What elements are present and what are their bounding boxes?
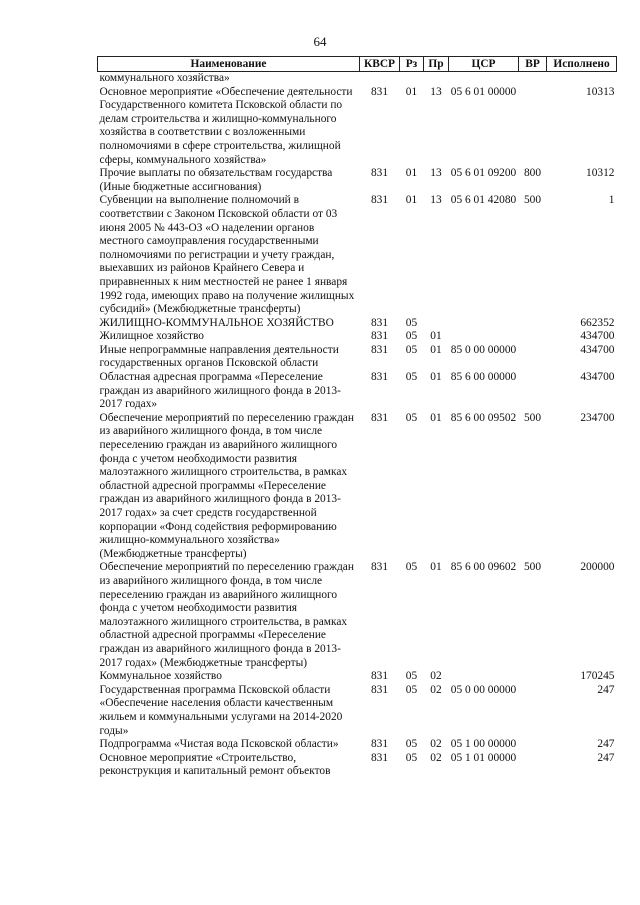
cell-pr: 13: [430, 194, 442, 207]
cell-vr: [519, 752, 547, 779]
cell-pr: 01: [430, 561, 442, 574]
table-row: [98, 344, 617, 371]
cell-csr: 85 6 00 09602: [450, 561, 517, 574]
cell-vr: [519, 317, 547, 331]
cell-csr: [449, 330, 519, 344]
table-row: [98, 738, 617, 752]
cell-rz: 01: [405, 85, 418, 98]
header-vr: ВР: [519, 57, 547, 72]
cell-csr: 85 6 00 09502: [450, 411, 517, 424]
cell-rz: 05: [405, 683, 418, 696]
cell-rz: 05: [405, 738, 418, 751]
cell-isp: [547, 72, 617, 86]
table-row: [98, 371, 617, 412]
cell-rz: 05: [405, 330, 418, 343]
cell-kvsr: 831: [370, 85, 389, 98]
cell-isp: 10313: [586, 85, 615, 98]
header-rz: Рз: [400, 57, 424, 72]
cell-csr: 05 1 00 00000: [450, 738, 517, 751]
cell-name: Обеспечение мероприятий по переселению граждан из аварийного жилищного фонда, в том числе переселению граждан из аварийного жилищного фонда с учетом необходимости развития малоэтажного жилищного строительства, в рамках областной адресной программы «Переселение граждан из аварийного жилищного фонда в 2013-2017 годах» (Межбюджетные трансферты): [99, 561, 354, 669]
table-row: [98, 412, 617, 562]
cell-isp: 234700: [580, 411, 615, 424]
cell-isp: 247: [597, 683, 615, 696]
cell-name: Прочие выплаты по обязательствам государства (Иные бюджетные ассигнования): [99, 167, 333, 193]
cell-csr: 85 0 00 00000: [450, 343, 517, 356]
cell-isp: 1: [608, 194, 615, 207]
cell-csr: 05 1 01 00000: [450, 751, 517, 764]
cell-pr: 01: [430, 411, 442, 424]
budget-table: [97, 56, 617, 779]
cell-kvsr: 831: [370, 683, 389, 696]
cell-kvsr: 831: [370, 330, 389, 343]
cell-rz: 05: [405, 316, 418, 329]
cell-rz: 05: [405, 751, 418, 764]
cell-vr: [519, 72, 547, 86]
cell-name: Областная адресная программа «Переселение граждан из аварийного жилищного фонда в 2013-2017 годах»: [99, 371, 341, 411]
cell-name: Обеспечение мероприятий по переселению граждан из аварийного жилищного фонда, в том числе переселению граждан из аварийного жилищного фонда с учетом необходимости развития малоэтажного жилищного строительства, в рамках областной адресной программы «Переселение граждан из аварийного жилищного фонда в 2013-2017 годах» за счет средств государственной корпорации «Фонд содействия реформированию жилищно-коммунального хозяйства» (Межбюджетные трансферты): [99, 411, 354, 560]
cell-kvsr: 831: [370, 371, 389, 384]
cell-pr: [424, 317, 449, 331]
table-header-row: [98, 57, 617, 72]
cell-name: Основное мероприятие «Обеспечение деятельности Государственного комитета Псковской области по делам строительства и жилищно-коммунального хозяйства в соответствии с возложенными полномочиями в сфере строительства, жилищной сферы, коммунального хозяйства»: [99, 85, 353, 166]
cell-name: Иные непрограммные направления деятельности государственных органов Псковской области: [99, 343, 339, 370]
cell-isp: 434700: [580, 343, 615, 356]
cell-name: ЖИЛИЩНО-КОММУНАЛЬНОЕ ХОЗЯЙСТВО: [99, 316, 334, 329]
cell-kvsr: 831: [370, 194, 389, 207]
cell-isp: 662352: [580, 316, 615, 329]
cell-vr: [519, 684, 547, 738]
cell-isp: 10312: [586, 167, 615, 180]
table-row: [98, 317, 617, 331]
cell-kvsr: 831: [370, 343, 389, 356]
cell-kvsr: 831: [370, 316, 389, 329]
header-pr: Пр: [424, 57, 449, 72]
cell-vr: [519, 371, 547, 412]
cell-vr: 800: [523, 167, 542, 180]
cell-isp: 247: [597, 751, 615, 764]
cell-name: Коммунальное хозяйство: [99, 670, 222, 683]
cell-vr: 500: [523, 561, 542, 574]
cell-vr: [519, 344, 547, 371]
cell-rz: 01: [405, 194, 418, 207]
cell-csr: [449, 317, 519, 331]
cell-rz: 01: [405, 167, 418, 180]
table-row: [98, 752, 617, 779]
table-body: [98, 72, 617, 779]
cell-vr: [519, 86, 547, 168]
cell-pr: 13: [430, 167, 442, 180]
cell-kvsr: 831: [370, 167, 389, 180]
cell-csr: [449, 670, 519, 684]
table-row: [98, 684, 617, 738]
cell-rz: [400, 72, 424, 86]
table-row: [98, 670, 617, 684]
header-isp: Исполнено: [547, 57, 617, 72]
cell-kvsr: 831: [370, 561, 389, 574]
header-csr: ЦСР: [449, 57, 519, 72]
cell-kvsr: 831: [370, 751, 389, 764]
cell-vr: [519, 738, 547, 752]
cell-kvsr: 831: [370, 411, 389, 424]
cell-pr: 02: [430, 738, 442, 751]
cell-csr: 05 6 01 00000: [450, 85, 517, 98]
table-row: [98, 330, 617, 344]
cell-pr: 01: [430, 343, 442, 356]
table-row: [98, 72, 617, 86]
cell-name: Субвенции на выполнение полномочий в соответствии с Законом Псковской области от 03 июня 2005 № 443-ОЗ «О наделении органов местного самоуправления государственными полномочиями по регистрации и учету граждан, выехавших из районов Крайнего Севера и приравненных к ним местностей не ранее 1 января 1992 года, имеющих право на получение жилищных субсидий» (Межбюджетные трансферты): [99, 194, 355, 316]
cell-kvsr: 831: [370, 670, 389, 683]
cell-pr: 02: [430, 670, 442, 683]
cell-vr: [519, 670, 547, 684]
cell-rz: 05: [405, 411, 418, 424]
cell-name: коммунального хозяйства»: [99, 72, 230, 84]
cell-isp: 434700: [580, 330, 615, 343]
cell-csr: 05 0 00 00000: [450, 683, 517, 696]
cell-csr: [449, 72, 519, 86]
header-kvsr: КВСР: [360, 57, 400, 72]
cell-name: Жилищное хозяйство: [99, 330, 205, 343]
header-name: Наименование: [98, 57, 360, 72]
cell-pr: 01: [430, 330, 442, 343]
cell-csr: 85 6 00 00000: [450, 371, 517, 384]
cell-pr: 01: [430, 371, 442, 384]
cell-pr: [424, 72, 449, 86]
cell-name: Основное мероприятие «Строительство, реконструкция и капитальный ремонт объектов: [99, 751, 331, 778]
cell-rz: 05: [405, 670, 418, 683]
cell-isp: 434700: [580, 371, 615, 384]
cell-isp: 247: [597, 738, 615, 751]
cell-isp: 170245: [580, 670, 615, 683]
cell-vr: [519, 330, 547, 344]
cell-pr: 02: [430, 751, 442, 764]
cell-kvsr: 831: [370, 738, 389, 751]
table-row: [98, 86, 617, 168]
cell-vr: 500: [523, 411, 542, 424]
cell-name: Государственная программа Псковской области «Обеспечение населения области качественным жильем и коммунальными услугами на 2014-2020 годы»: [99, 683, 343, 737]
table-row: [98, 194, 617, 316]
cell-rz: 05: [405, 371, 418, 384]
cell-pr: 13: [430, 85, 442, 98]
cell-vr: 500: [523, 194, 542, 207]
cell-isp: 200000: [580, 561, 615, 574]
cell-name: Подпрограмма «Чистая вода Псковской области»: [99, 738, 339, 751]
page-number: 64: [313, 34, 327, 49]
table-row: [98, 167, 617, 194]
cell-rz: 05: [405, 343, 418, 356]
cell-rz: 05: [405, 561, 418, 574]
table-row: [98, 561, 617, 670]
cell-pr: 02: [430, 683, 442, 696]
cell-kvsr: [360, 72, 400, 86]
cell-csr: 05 6 01 09200: [450, 167, 517, 180]
cell-csr: 05 6 01 42080: [450, 194, 517, 207]
